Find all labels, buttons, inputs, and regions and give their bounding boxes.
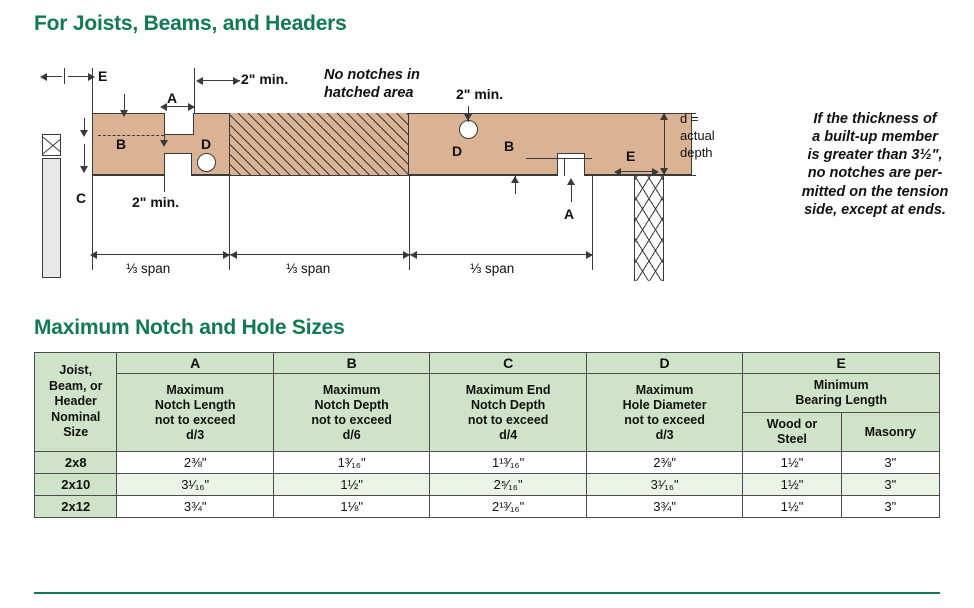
cell-a: 2⅜": [117, 452, 273, 474]
label-a-top: A: [167, 90, 178, 106]
label-e-left: E: [98, 68, 108, 84]
desc-c-1: Maximum End: [465, 382, 551, 397]
notch-bottom-left: [164, 153, 192, 176]
table-row: [35, 496, 940, 518]
header-letter-b: B: [273, 353, 429, 374]
beam-notch-diagram: [34, 58, 774, 288]
cell-e-wood: 1½": [743, 452, 841, 474]
nominal-size-line-4: Nominal: [51, 409, 101, 424]
desc-a-3: not to exceed: [154, 412, 236, 427]
b-left-arrowhead-inner: [80, 130, 88, 137]
depth-ref-bottom: [654, 175, 696, 176]
nominal-size-line-1: Joist,: [59, 362, 93, 377]
desc-d-3: not to exceed: [624, 412, 705, 427]
header-e-wood-steel: [743, 413, 841, 452]
header-letter-d: D: [586, 353, 742, 374]
notch-bottom-right: [557, 153, 585, 176]
desc-b-2: Notch Depth: [314, 397, 389, 412]
span-label-3: ⅓ span: [470, 261, 515, 276]
e-wood-line-1: Wood or: [766, 417, 818, 431]
two-min-3-ref: [164, 176, 165, 192]
label-d-right: D: [452, 143, 463, 159]
note-hatched-line1: No notches in: [324, 67, 420, 83]
a-top-arrowhead-right: [188, 103, 195, 111]
note-hatched-line2: hatched area: [324, 85, 414, 102]
label-e-right: E: [626, 148, 636, 164]
e-left-arrow-line-out: [46, 76, 62, 77]
notch-top-left: [164, 113, 194, 135]
support-studs-right: [634, 176, 664, 281]
depth-line1: d =: [680, 111, 699, 126]
header-letter-a: A: [117, 353, 273, 374]
e-left-ref: [64, 68, 65, 84]
page-title-joists: For Joists, Beams, and Headers: [34, 12, 347, 35]
header-letter-e: E: [743, 353, 940, 374]
span-dim-line: [92, 254, 592, 255]
cell-size: 2x8: [35, 452, 117, 474]
c-arrowhead: [80, 166, 88, 173]
label-depth: [680, 111, 750, 162]
depth-line2: actual: [680, 127, 715, 143]
cell-b: 1⅛": [273, 496, 429, 518]
cell-e-masonry: 3": [841, 452, 939, 474]
header-desc-b: [273, 374, 429, 452]
span-label-1: ⅓ span: [126, 261, 171, 276]
notch-hole-table: [34, 352, 940, 518]
hatched-middle-third: [229, 113, 409, 175]
cell-c: 2⁵⁄₁₆": [430, 474, 586, 496]
side-note-line-2: a built-up member: [812, 129, 938, 146]
desc-a-1: Maximum: [166, 382, 225, 397]
cell-d: 3¾": [586, 496, 742, 518]
e-left-arrowhead-in: [88, 73, 95, 81]
two-min-1-arrowhead-right: [233, 77, 240, 85]
cell-e-masonry: 3": [841, 496, 939, 518]
cell-e-masonry: 3": [841, 474, 939, 496]
label-two-min-2: 2" min.: [456, 86, 504, 102]
cell-d: 3¹⁄₁₆": [586, 474, 742, 496]
support-post-left: [42, 158, 61, 278]
header-desc-c: [430, 374, 586, 452]
two-min-1-arrowhead-left: [196, 77, 203, 85]
e-left-arrowhead-out: [40, 73, 47, 81]
cell-e-wood: 1½": [743, 496, 841, 518]
side-note-line-6: side, except at ends.: [804, 201, 946, 218]
cell-e-wood: 1½": [743, 474, 841, 496]
desc-e-1: Minimum: [813, 378, 869, 392]
header-desc-e: [743, 374, 940, 413]
cell-c: 1¹³⁄₁₆": [430, 452, 586, 474]
hole-left: [197, 153, 216, 172]
table-header-descriptions: [35, 374, 940, 413]
cell-d: 2⅜": [586, 452, 742, 474]
desc-c-4: d/4: [499, 427, 518, 442]
hole-right: [459, 120, 478, 139]
b-right-arrowhead: [511, 176, 519, 183]
nominal-size-line-5: Size: [63, 425, 89, 440]
cell-size: 2x12: [35, 496, 117, 518]
desc-a-2: Notch Length: [154, 397, 236, 412]
cell-b: 1³⁄₁₆": [273, 452, 429, 474]
desc-b-1: Maximum: [322, 382, 381, 397]
desc-d-1: Maximum: [635, 382, 694, 397]
two-min-3-line: [164, 120, 165, 142]
span-arrow-d: [403, 251, 410, 259]
desc-a-4: d/3: [186, 427, 205, 442]
e-right-ref-top: [526, 158, 592, 159]
table-header-letters: [35, 353, 940, 374]
desc-e-2: Bearing Length: [795, 393, 887, 407]
desc-b-3: not to exceed: [311, 412, 392, 427]
notch-depth-dash-left: [98, 135, 164, 136]
a-top-arrowhead-left: [160, 103, 167, 111]
span-arrow-f: [586, 251, 593, 259]
side-note-line-1: If the thickness of: [813, 111, 937, 127]
span-arrow-e: [410, 251, 417, 259]
span-arrow-b: [223, 251, 230, 259]
e-right-arrowhead-left: [614, 168, 621, 176]
label-d-left: D: [201, 136, 212, 152]
header-desc-a: [117, 374, 273, 452]
side-note-line-5: mitted on the tension: [801, 183, 949, 200]
desc-c-3: not to exceed: [467, 412, 549, 427]
label-b-right: B: [504, 138, 515, 154]
nominal-size-line-3: Header: [54, 394, 97, 409]
e-wood-line-2: Steel: [777, 432, 807, 446]
cell-b: 1½": [273, 474, 429, 496]
cell-a: 3¾": [117, 496, 273, 518]
two-min-2-arrowhead: [464, 114, 472, 121]
b-left-arrowhead-top: [120, 110, 128, 117]
note-hatched-area: [324, 66, 464, 102]
bottom-rule: [34, 592, 940, 594]
label-c: C: [76, 190, 87, 206]
depth-arrowhead-top: [660, 113, 668, 120]
cell-size: 2x10: [35, 474, 117, 496]
a-bottom-arrowhead: [567, 178, 575, 185]
side-note-line-4: no notches are per-: [807, 165, 943, 182]
depth-dim-line: [664, 113, 665, 175]
header-nominal-size: [35, 353, 117, 452]
span-arrow-c: [230, 251, 237, 259]
support-cap-left: [42, 134, 61, 156]
side-note-line-3: is greater than 3½",: [807, 147, 943, 164]
cell-c: 2¹³⁄₁₆": [430, 496, 586, 518]
desc-d-2: Hole Diameter: [622, 397, 707, 412]
header-desc-d: [586, 374, 742, 452]
header-e-masonry: Masonry: [841, 413, 939, 452]
depth-line3: depth: [680, 144, 713, 160]
notch-hole-table-wrap: [34, 352, 940, 518]
label-a-bottom: A: [564, 206, 575, 222]
header-letter-c: C: [430, 353, 586, 374]
depth-arrowhead-bottom: [660, 168, 668, 175]
span-label-2: ⅓ span: [286, 261, 331, 276]
table-row: [35, 474, 940, 496]
e-left-arrow-line-in: [68, 76, 88, 77]
page-title-notch: Maximum Notch and Hole Sizes: [34, 316, 345, 339]
table-row: [35, 452, 940, 474]
span-arrow-a: [90, 251, 97, 259]
desc-b-4: d/6: [342, 427, 361, 442]
desc-c-2: Notch Depth: [470, 397, 546, 412]
desc-d-4: d/3: [655, 427, 674, 442]
built-up-member-note: [790, 110, 960, 219]
nominal-size-line-2: Beam, or: [48, 378, 103, 393]
label-two-min-1: 2" min.: [241, 71, 289, 87]
label-b-left: B: [116, 136, 127, 152]
e-right-ref-line: [564, 158, 565, 176]
cell-a: 3¹⁄₁₆": [117, 474, 273, 496]
label-two-min-3: 2" min.: [132, 194, 180, 210]
